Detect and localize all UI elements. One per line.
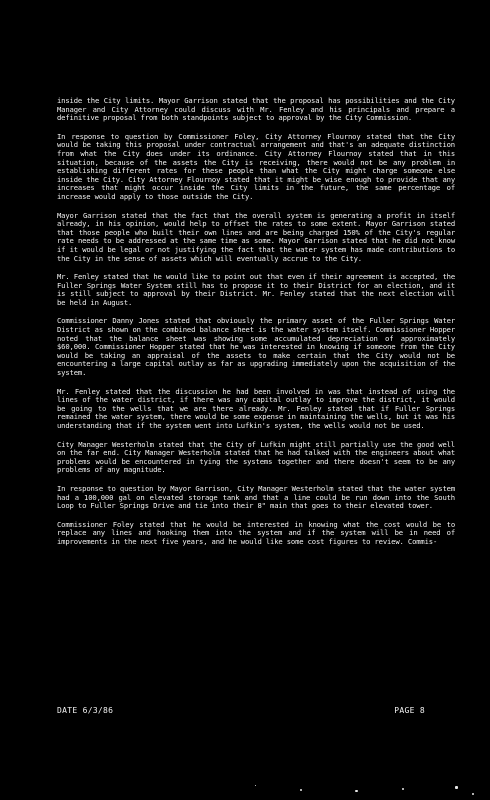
scan-speck: [355, 790, 358, 792]
paragraph: Mayor Garrison stated that the fact that the overall system is generating a profit in itself already, in his opinion, would help to offset the rates to some extent. Mayor Garrison stated that those people who built their own lines and are being charged 150% of the City's regular rate needs to be addressed at the same time as some. Mayor Garrison stated that he did not know if it would be legal or not justifying the fact that the water system has made contributions to the City in the sense of assets which will eventually accrue to the City.: [57, 210, 455, 263]
paragraph: In response to question by Commissioner Foley, City Attorney Flournoy stated that the City would be taking this proposal under contractual arrangement and that's an adequate distinction from what the City does under its ordinance. City Attorney Flournoy stated that in this situation, because of the assets the City is receiving, there would not be any problem in establishing different rates for these people than what the City might charge someone else inside the City. City Attorney Flournoy stated that it might be wise enough to provide that any increases that might occur inside the City limits in the future, the same percentage of increase would apply to those outside the City.: [57, 131, 455, 201]
paragraph: Mr. Fenley stated that he would like to point out that even if their agreement is accepted, the Fuller Springs Water System still has to propose it to their District for an election, and it is still subject to approval by their District. Mr. Fenley stated that the next election will be held in August.: [57, 272, 455, 307]
paragraph: inside the City limits. Mayor Garrison stated that the proposal has possibilities and the City Manager and City Attorney could discuss with Mr. Fenley and his principals and prepare a definitive proposal from both standpoints subject to approval by the City Commission.: [57, 96, 455, 123]
minutes-body: [57, 97, 455, 557]
scan-speck: [402, 788, 404, 790]
paragraph: Commissioner Foley stated that he would be interested in knowing what the cost would be to replace any lines and hooking them into the system and if the system will be in need of improvements in the next five years, and he would like some cost figures to review. Commis-: [57, 519, 455, 546]
footer-date: DATE 6/3/86: [57, 706, 114, 715]
scan-speck: [472, 793, 474, 795]
scan-speck: [300, 789, 302, 791]
paragraph: City Manager Westerholm stated that the City of Lufkin might still partially use the good well on the far end. City Manager Westerholm stated that he had talked with the engineers about what problems would be encountered in tying the systems together and there doesn't seem to be any problems of any magnitude.: [57, 439, 455, 475]
paragraph: Commissioner Danny Jones stated that obviously the primary asset of the Fuller Springs Water District as shown on the combined balance sheet is the water system itself. Commissioner Hopper noted that the balance sheet was showing some accumulated depreciation of approximately $60,000. Commissioner Hopper stated that he was interested in knowing if someone from the City would be taking an appraisal of the assets to make certain that the City would not be encountering a large capital outlay as far as upgrading immediately upon the acquisition of the system.: [57, 316, 455, 378]
paragraph: Mr. Fenley stated that the discussion he had been involved in was that instead of using the lines of the water district, if there was any capital outlay to improve the district, it would be going to the wells that we are there already. Mr. Fenley stated that if Fuller Springs remained the water system, there would be some expense in maintaining the wells, but it was his understanding that if the system went into Lufkin's system, the wells would not be used.: [57, 386, 455, 430]
scan-speck: [455, 786, 458, 789]
scan-speck: [255, 785, 256, 786]
paragraph: In response to question by Mayor Garrison, City Manager Westerholm stated that the water system had a 100,000 gal on elevated storage tank and that a line could be run down into the South Loop to Fuller Springs Drive and tie into their 8" main that goes to their elevated tower.: [57, 483, 455, 511]
footer-page-number: PAGE 8: [394, 706, 425, 715]
